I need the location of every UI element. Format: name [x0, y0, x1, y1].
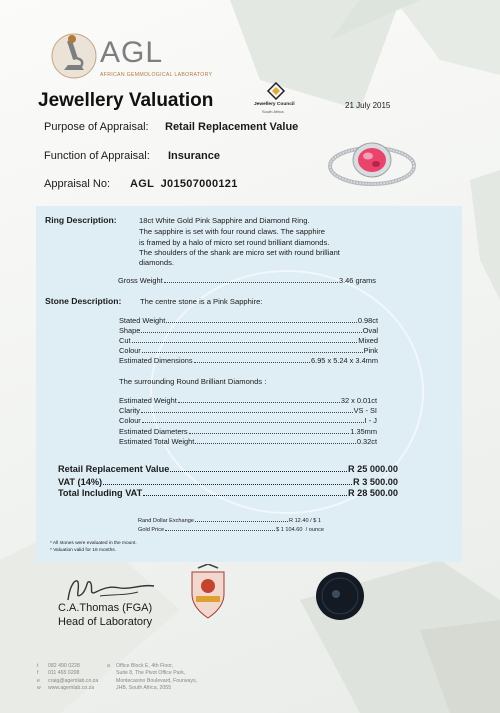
surround-stone-value: 0.32ct [356, 437, 377, 446]
ring-description-line: diamonds. [139, 258, 175, 267]
centre-stone-value: 6.95 x 5.24 x 3.4mm [311, 356, 378, 365]
surround-intro: The surrounding Round Brilliant Diamonds : [119, 377, 267, 386]
surround-stone-label: Estimated Diameters [119, 427, 188, 436]
contact-values [48, 663, 98, 693]
page-title: Jewellery Valuation [38, 90, 214, 111]
ring-description-label: Ring Description: [45, 215, 117, 225]
ring-description-line: The sapphire is set with four round claws. The sapphire [139, 227, 326, 236]
surround-stone-row [119, 437, 377, 446]
council-country: South Africa [262, 109, 284, 114]
function-value: Insurance [168, 150, 220, 162]
surround-stone-label: Estimated Weight [119, 396, 177, 405]
contact-website: www.agemlab.co.za [48, 685, 95, 692]
surround-stone-row [119, 427, 377, 436]
centre-stone-row [119, 316, 378, 325]
contact-letter: t [37, 663, 39, 669]
contact-email: craig@agemlab.co.za [48, 677, 99, 684]
note: * All stones were evaluated in the mount. [50, 541, 137, 546]
surround-stone-label: Estimated Total Weight [119, 437, 195, 446]
centre-stone-value: Pink [363, 346, 378, 355]
centre-stone-label: Cut [119, 336, 131, 345]
purpose-value: Retail Replacement Value [165, 121, 299, 133]
crest-icon [186, 564, 230, 622]
note: * Valuation valid for 18 months. [50, 548, 117, 553]
stone-description-label: Stone Description: [45, 296, 122, 306]
purpose-label: Purpose of Appraisal: [44, 121, 149, 133]
centre-stone-label: Shape [119, 326, 141, 335]
gross-weight-row [118, 276, 376, 285]
ring-description-line: 18ct White Gold Pink Sapphire and Diamond Ring. [139, 216, 310, 225]
function-label: Function of Appraisal: [44, 150, 150, 162]
seal-icon [314, 570, 366, 622]
ring-photo [324, 130, 420, 196]
total-row [58, 488, 398, 498]
surround-stone-row [119, 416, 377, 425]
contact-letter: f [37, 670, 39, 677]
gold-price-value: $ 1 104.60 / ounce [276, 527, 324, 533]
centre-stone-label: Colour [119, 346, 141, 355]
address-line: Office Block E, 4th Floor, [116, 663, 173, 669]
signatory-name: C.A.Thomas (FGA) [58, 602, 153, 614]
retail-value-amount: R 25 000.00 [347, 464, 398, 474]
centre-stone-row [119, 356, 378, 365]
logo-text: AGL [100, 36, 164, 69]
centre-stone-row [119, 326, 378, 335]
centre-stone-row [119, 336, 378, 345]
stone-intro: The centre stone is a Pink Sapphire: [140, 297, 263, 306]
retail-value-label: Retail Replacement Value [58, 464, 170, 474]
address-line: Suite 8, The Pivot Office Park, [116, 670, 186, 677]
logo-subtitle: AFRICAN GEMMOLOGICAL LABORATORY [100, 72, 213, 78]
contact-letter: w [37, 685, 41, 692]
contact-letter: e [37, 677, 40, 684]
centre-stone-label: Estimated Dimensions [119, 356, 193, 365]
vat-amount: R 3 500.00 [353, 477, 398, 487]
surround-stone-row [119, 396, 377, 405]
total-label: Total Including VAT [58, 488, 143, 498]
address-line: Montecasino Boulevard, Fourways, [116, 677, 198, 684]
surround-stone-row [119, 406, 377, 415]
contact-phone: 082 490 0228 [48, 663, 80, 669]
jewellery-council-icon [266, 82, 286, 100]
vat-label: VAT (14%) [58, 477, 103, 487]
rand-exchange-label: Rand Dollar Exchange [138, 518, 194, 524]
valuation-date: 21 July 2015 [345, 101, 391, 110]
rand-exchange-value: R 12.40 / $ 1 [288, 518, 321, 524]
address-line: JHB, South Africa, 2055 [116, 685, 172, 692]
contact-fax: 011 465 0208 [48, 670, 80, 677]
gold-price-row [138, 527, 324, 533]
microscope-logo-icon [50, 30, 98, 80]
surround-stone-value: 32 x 0.01ct [340, 396, 377, 405]
centre-stone-value: 0.98ct [357, 316, 378, 325]
council-name: Jewellery Council [254, 102, 295, 107]
address-block [116, 663, 197, 693]
centre-stone-value: Oval [362, 326, 378, 335]
rand-exchange-row [138, 518, 321, 524]
contact-letters [37, 663, 41, 693]
centre-stone-row [119, 346, 378, 355]
retail-value-row [58, 464, 398, 474]
surround-stone-value: I - J [364, 416, 377, 425]
appraisal-number-value: AGL J01507000121 [130, 178, 238, 190]
surround-stone-label: Colour [119, 416, 141, 425]
vat-row [58, 477, 398, 487]
gold-price-label: Gold Price [138, 527, 165, 533]
signatory-role: Head of Laboratory [58, 616, 153, 628]
address-letter: a [107, 663, 110, 669]
ring-description-line: The shoulders of the shank are micro set with round brilliant [139, 248, 340, 257]
surround-stone-value: 1.35mm [350, 427, 377, 436]
surround-stone-label: Clarity [119, 406, 140, 415]
centre-stone-label: Stated Weight [119, 316, 166, 325]
ring-description-line: is framed by a halo of micro set round brilliant diamonds. [139, 238, 330, 247]
appraisal-number-label: Appraisal No: [44, 178, 111, 190]
centre-stone-value: Mixed [358, 336, 378, 345]
gross-weight-value: 3.46 grams [339, 276, 376, 285]
gross-weight-label: Gross Weight [118, 276, 163, 285]
total-amount: R 28 500.00 [347, 488, 398, 498]
surround-stone-value: VS - SI [353, 406, 377, 415]
